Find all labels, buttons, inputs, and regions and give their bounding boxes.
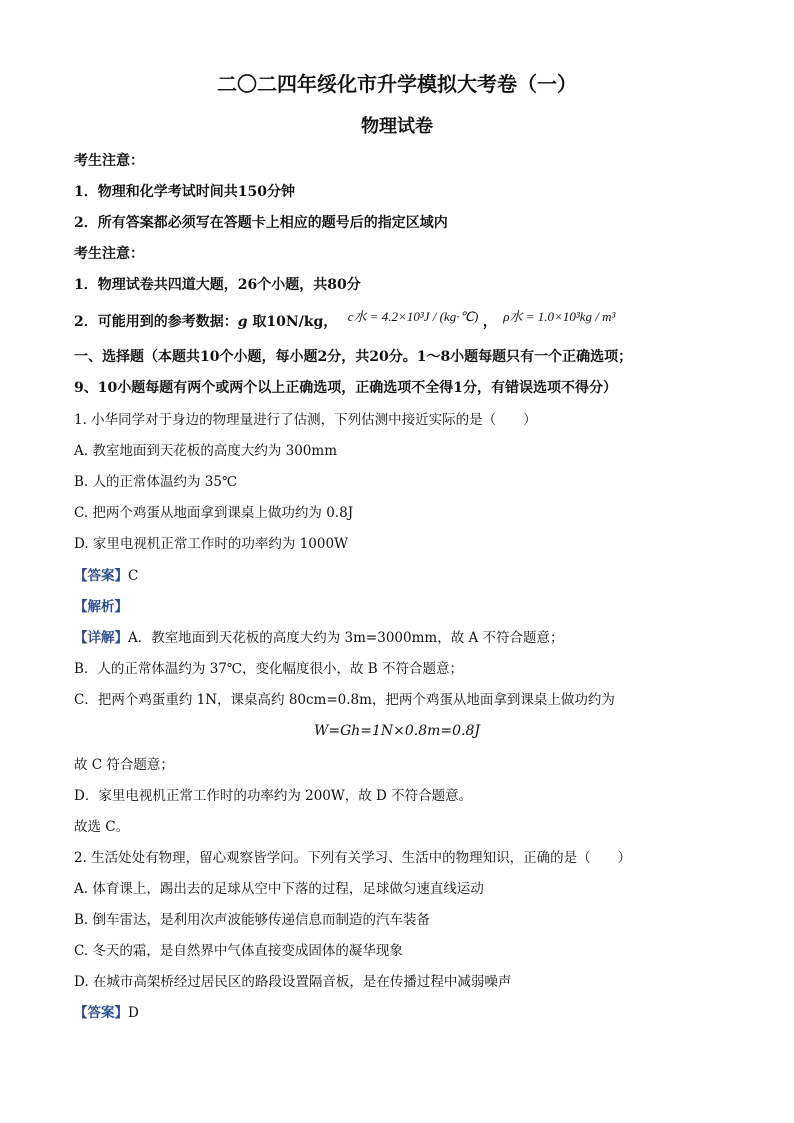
notice-item-4-prefix: 2．可能用到的参考数据： xyxy=(74,314,238,330)
q1-analysis xyxy=(74,597,128,617)
exam-title: 二〇二四年绥化市升学模拟大考卷（一） xyxy=(217,72,577,96)
gravity-value: 取10N/kg， xyxy=(247,314,338,330)
q1-stem: 1. 小华同学对于身边的物理量进行了估测，下列估测中接近实际的是（ ） xyxy=(74,412,537,428)
q2-option-a: A. 体育课上，踢出去的足球从空中下落的过程，足球做匀速直线运动 xyxy=(74,881,484,897)
exam-subtitle: 物理试卷 xyxy=(361,116,433,137)
answer-label: 【答案】 xyxy=(74,1005,128,1021)
q2-stem: 2. 生活处处有物理，留心观察皆学问。下列有关学习、生活中的物理知识，正确的是（ ） xyxy=(74,850,632,866)
q1-formula: W=Gh=1N×0.8m=0.8J xyxy=(313,723,481,739)
notice-heading-1: 考生注意： xyxy=(74,153,144,169)
notice-item-1: 1．物理和化学考试时间共150分钟 xyxy=(74,184,295,200)
q1-option-c: C. 把两个鸡蛋从地面拿到课桌上做功约为 0.8J xyxy=(74,505,354,521)
q1-option-b: B. 人的正常体温约为 35℃ xyxy=(74,474,238,490)
q1-option-d: D. 家里电视机正常工作时的功率约为 1000W xyxy=(74,536,348,552)
q1-option-a: A. 教室地面到天花板的高度大约为 300mm xyxy=(74,443,337,459)
q1-detail-b: B．人的正常体温约为 37℃，变化幅度很小，故 B 不符合题意； xyxy=(74,661,463,677)
gravity-symbol: g xyxy=(237,314,248,330)
q1-detail-c-conclusion: 故 C 符合题意； xyxy=(74,757,174,773)
q1-answer xyxy=(74,566,138,586)
answer-value: D xyxy=(128,1005,139,1021)
answer-label: 【答案】 xyxy=(74,568,128,584)
q2-option-d: D. 在城市高架桥经过居民区的路段设置隔音板，是在传播过程中减弱噪声 xyxy=(74,974,512,990)
q2-answer xyxy=(74,1003,139,1023)
water-specific-heat: c水 = 4.2×10³J / (kg·℃) xyxy=(347,309,479,324)
notice-item-2: 2．所有答案都必须写在答题卡上相应的题号后的指定区域内 xyxy=(74,215,448,231)
q1-detail-a xyxy=(74,628,564,648)
section-1-heading-line-2: 9、10小题每题有两个或两个以上正确选项，正确选项不全得1分，有错误选项不得分） xyxy=(74,380,617,396)
detail-label: 【详解】 xyxy=(74,630,128,646)
q1-detail-d: D．家里电视机正常工作时的功率约为 200W，故 D 不符合题意。 xyxy=(74,788,473,804)
analysis-label: 【解析】 xyxy=(74,599,128,615)
notice-item-3: 1．物理试卷共四道大题，26个小题，共80分 xyxy=(74,277,361,293)
notice-item-4: 2．可能用到的参考数据：g 取10N/kg， c水 = 4.2×10³J / (kg·℃) ， ρ水 = 1.0×10³kg / m³ xyxy=(74,309,616,330)
water-density: ρ水 = 1.0×10³kg / m³ xyxy=(503,309,616,324)
q2-option-c: C. 冬天的霜，是自然界中气体直接变成固体的凝华现象 xyxy=(74,943,403,959)
answer-value: C xyxy=(128,568,139,584)
detail-text: A．教室地面到天花板的高度大约为 3m=3000mm，故 A 不符合题意； xyxy=(128,630,564,646)
q1-conclusion: 故选 C。 xyxy=(74,819,130,835)
notice-heading-2: 考生注意： xyxy=(74,246,144,262)
q2-option-b: B. 倒车雷达，是利用次声波能够传递信息而制造的汽车装备 xyxy=(74,912,431,928)
section-1-heading-line-1: 一、选择题（本题共10个小题，每小题2分，共20分。1～8小题每题只有一个正确选项； xyxy=(74,349,633,365)
q1-detail-c: C．把两个鸡蛋重约 1N，课桌高约 80cm=0.8m，把两个鸡蛋从地面拿到课桌上做功约为 xyxy=(74,692,615,708)
